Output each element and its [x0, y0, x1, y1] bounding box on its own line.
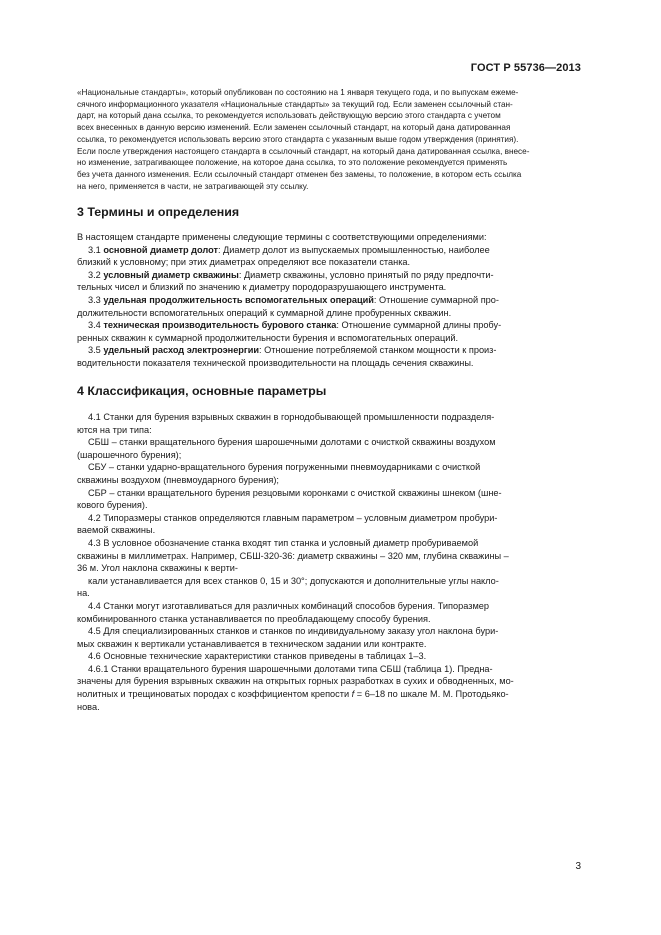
- para-4-3: 4.3 В условное обозначение станка входят тип станка и условный диаметр пробуриваемой: [88, 537, 479, 548]
- para-4-1: 4.1 Станки для бурения взрывных скважин в горнодобывающей промышленности подразделя-: [88, 412, 495, 422]
- section-3-heading: 3 Термины и определения: [77, 205, 240, 219]
- hardness-symbol: f: [351, 689, 355, 700]
- term-number: 3.4: [88, 320, 104, 331]
- term-definition-cont: ренных скважин к суммарной продолжительности бурения и вспомогательных операций.: [77, 332, 459, 343]
- para-4-5: 4.5 Для специализированных станков и станков по индивидуальному заказу угол наклона бури-: [88, 626, 499, 637]
- text-line: скважины в миллиметрах. Например, СБШ-320-36: диаметр скважины – 320 мм, глубина скважины –: [77, 550, 509, 561]
- term-definition: : Диаметр долот из выпускаемых промышленностью, наиболее: [217, 244, 490, 255]
- text-line: (шарошечного бурения);: [77, 449, 182, 460]
- para-4-6-1: 4.6.1 Станки вращательного бурения шарошечными долотами типа СБШ (таблица 1). Предна-: [88, 663, 493, 674]
- term-name: условный диаметр скважины: [103, 269, 239, 280]
- text-line: комбинированного станка устанавливается по преобладающему способу бурения.: [77, 613, 431, 624]
- term-name: удельный расход электроэнергии: [103, 345, 260, 356]
- section-4-body: [77, 411, 584, 713]
- text-line: всех внесенных в данную версию изменений. Если заменен ссылочный стандарт, на который дана датированная: [77, 123, 511, 133]
- term-3-5: [77, 344, 584, 357]
- type-sbu: СБУ – станки ударно-вращательного бурения погруженными пневмоударниками с очисткой: [88, 462, 481, 473]
- text-line: скважины воздухом (пневмоударного бурения);: [77, 474, 279, 485]
- text-line: ются на три типа:: [77, 424, 152, 435]
- term-number: 3.1: [88, 244, 104, 255]
- text-line: 36 м. Угол наклона скважины к верти-: [77, 563, 238, 574]
- text-line: ссылка, то рекомендуется использовать версию этого стандарта с указанным выше годом утверждения (принятия).: [77, 134, 519, 144]
- term-name: техническая производительность бурового станка: [103, 320, 337, 331]
- term-definition-cont: близкий к условному; при этих диаметрах определяют все показатели станка.: [77, 257, 411, 268]
- text-line: мых скважин к вертикали устанавливается в техническом задании или контракте.: [77, 638, 427, 649]
- text-line: но изменение, затрагивающее положение, на которое дана ссылка, то это положение рекомендуется применять: [77, 158, 508, 168]
- text-line: кового бурения).: [77, 500, 148, 511]
- text-line: нова.: [77, 701, 100, 712]
- standard-header: ГОСТ Р 55736—2013: [470, 62, 581, 74]
- term-3-1: [77, 244, 584, 257]
- term-number: 3.5: [88, 345, 104, 356]
- section-3-intro: В настоящем стандарте применены следующие термины с соответствующими определениями:: [77, 232, 487, 242]
- para-4-2: 4.2 Типоразмеры станков определяются главным параметром – условным диаметром пробури-: [88, 512, 498, 523]
- term-definition: : Диаметр скважины, условно принятый по ряду предпочти-: [238, 269, 494, 280]
- term-name: удельная продолжительность вспомогательных операций: [103, 294, 374, 305]
- term-number: 3.2: [88, 269, 104, 280]
- text-line: Если после утверждения настоящего стандарта в ссылочный стандарт, на который дана датированная ссылка, внесе-: [77, 146, 530, 156]
- term-3-4: [77, 319, 584, 332]
- text-fragment: нолитных и трещиноватых породах с коэффициентом крепости: [77, 689, 352, 700]
- term-number: 3.3: [88, 294, 104, 305]
- text-fragment: = 6–18 по шкале М. М. Протодьяко-: [354, 689, 509, 700]
- text-line: ваемой скважины.: [77, 525, 156, 536]
- text-line: на него, применяется в части, не затрагивающей эту ссылку.: [77, 181, 309, 191]
- term-definition-cont: водительности показателя технической производительности на площадь сечения скважины.: [77, 357, 474, 368]
- type-sbr: СБР – станки вращательного бурения резцовыми коронками с очисткой скважины шнеком (шне-: [88, 487, 502, 498]
- text-line: сячного информационного указателя «Национальные стандарты» за текущий год. Если заменен ссылочный стан-: [77, 99, 513, 109]
- page-number: 3: [575, 861, 581, 872]
- term-3-2: [77, 269, 584, 282]
- term-definition: : Отношение суммарной длины пробу-: [336, 320, 502, 331]
- text-line: на.: [77, 588, 90, 599]
- para-4-3-cont: кали устанавливается для всех станков 0, 15 и 30°; допускаются и дополнительные углы накло-: [88, 575, 499, 586]
- term-definition: : Отношение потребляемой станком мощности к произ-: [259, 345, 497, 356]
- term-definition: : Отношение суммарной про-: [373, 294, 499, 305]
- type-sbsh: СБШ – станки вращательного бурения шарошечными долотами с очисткой скважины воздухом: [88, 437, 496, 448]
- text-line: без учета данного изменения. Если ссылочный стандарт отменен без замены, то положение, в котором есть ссылка: [77, 169, 522, 179]
- term-name: основной диаметр долот: [103, 244, 218, 255]
- para-4-6: 4.6 Основные технические характеристики станков приведены в таблицах 1–3.: [88, 651, 427, 662]
- text-line: дарт, на который дана ссылка, то рекомендуется использовать действующую версию этого стандарта с учетом: [77, 111, 501, 121]
- term-definition-cont: должительности вспомогательных операций к суммарной длине пробуренных скважин.: [77, 307, 452, 318]
- term-definition-cont: тельных чисел и близкий по значению к диаметру породоразрушающего инструмента.: [77, 282, 447, 293]
- text-line: «Национальные стандарты», который опубликован по состоянию на 1 января текущего года, и по выпускам ежеме-: [77, 88, 519, 97]
- section-3-body: [77, 231, 584, 370]
- term-3-3: [77, 294, 584, 307]
- text-line: [77, 688, 584, 701]
- intro-paragraph: [77, 87, 584, 192]
- section-4-heading: 4 Классификация, основные параметры: [77, 384, 327, 398]
- para-4-4: 4.4 Станки могут изготавливаться для различных комбинаций способов бурения. Типоразмер: [88, 600, 489, 611]
- text-line: значены для бурения взрывных скважин на открытых горных разработках в сухих и обводненных, мо-: [77, 676, 514, 687]
